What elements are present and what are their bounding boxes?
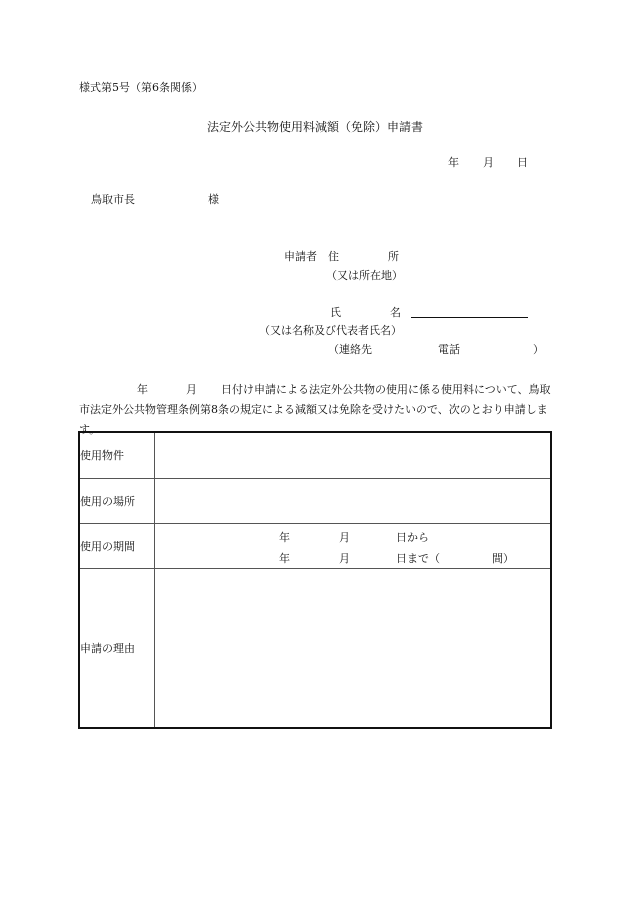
address-note: （又は所在地）: [326, 269, 403, 282]
phone-label: 電話: [438, 343, 460, 356]
date-month-label: 月: [483, 156, 494, 169]
item-value-cell[interactable]: [155, 432, 552, 478]
name-label-second: 名: [390, 306, 401, 319]
form-number: 様式第5号（第6条関係）: [79, 81, 203, 94]
period-to-year: 年: [279, 551, 290, 565]
location-label: 使用の場所: [79, 478, 155, 523]
address-label-second: 所: [388, 250, 399, 263]
contact-label: （連絡先: [328, 343, 372, 356]
statement-text: 日付け申請による法定外公共物の使用に係る使用料について、鳥取市法定外公共物管理条例第8条の規定による減額又は免除を受けたいので、次のとおり申請します。: [79, 383, 551, 436]
statement-month-label: 月: [186, 383, 197, 396]
address-label-first: 住: [328, 250, 339, 263]
addressee-suffix: 様: [208, 193, 219, 206]
period-to-month: 月: [339, 551, 350, 565]
table-row: [79, 523, 551, 568]
period-to-day: 日まで（: [396, 551, 440, 565]
period-value-cell[interactable]: [155, 523, 552, 568]
reason-value-cell[interactable]: [155, 568, 552, 728]
applicant-label: 申請者: [284, 250, 317, 263]
table-row: [79, 568, 551, 728]
period-from-day: 日から: [396, 530, 429, 544]
period-from-month: 月: [339, 530, 350, 544]
period-from-year: 年: [279, 530, 290, 544]
period-days: 間）: [492, 551, 514, 565]
period-label: 使用の期間: [79, 523, 155, 568]
name-label-first: 氏: [330, 306, 341, 319]
date-year-label: 年: [448, 156, 459, 169]
location-value-cell[interactable]: [155, 478, 552, 523]
statement-year-label: 年: [137, 383, 148, 396]
contact-close-paren: ）: [533, 343, 544, 356]
date-day-label: 日: [517, 156, 528, 169]
name-signature-line[interactable]: [411, 317, 528, 318]
table-row: [79, 478, 551, 523]
reason-label: 申請の理由: [79, 568, 155, 728]
name-note: （又は名称及び代表者氏名）: [259, 324, 402, 337]
page-title: 法定外公共物使用料減額（免除）申請書: [206, 120, 423, 134]
item-label: 使用物件: [79, 432, 155, 478]
addressee-name: 鳥取市長: [91, 193, 135, 206]
application-details-table: [78, 431, 552, 729]
table-row: [79, 432, 551, 478]
